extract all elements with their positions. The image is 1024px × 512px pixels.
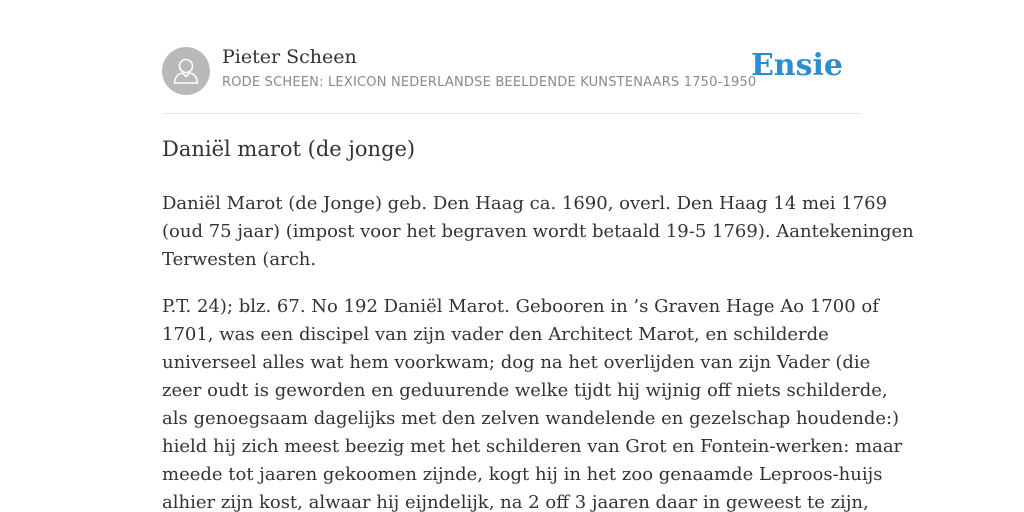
- text-line: 1701, was een discipel van zijn vader den Architect Marot, en schilderde: [162, 324, 829, 345]
- text-line: Terwesten (arch.: [162, 249, 317, 270]
- text-line: hield hij zich meest beezig met het schilderen van Grot en Fontein-werken: maar: [162, 436, 903, 457]
- article-body: [162, 190, 914, 512]
- text-line: universeel alles wat hem voorkwam; dog na het overlijden van zijn Vader (die: [162, 352, 871, 373]
- article-header: [162, 46, 862, 96]
- text-line: (oud 75 jaar) (impost voor het begraven wordt betaald 19-5 1769). Aantekeningen: [162, 221, 914, 242]
- text-line: als genoegsaam dagelijks met den zelven wandelende en gezelschap houdende:): [162, 408, 900, 429]
- ensie-logo[interactable]: Ensie: [750, 48, 843, 83]
- text-line: zeer oudt is geworden en geduurende welke tijdt hij wijnig off niets schilderde,: [162, 380, 888, 401]
- header-divider: [162, 113, 862, 114]
- paragraph: [162, 190, 914, 274]
- user-icon: [162, 47, 210, 95]
- paragraph: [162, 293, 903, 512]
- text-line: P.T. 24); blz. 67. No 192 Daniël Marot. Gebooren in ’s Graven Hage Ao 1700 of: [162, 296, 879, 317]
- text-line: Daniël Marot (de Jonge) geb. Den Haag ca. 1690, overl. Den Haag 14 mei 1769: [162, 193, 888, 214]
- text-line: alhier zijn kost, alwaar hij eijndelijk, na 2 off 3 jaaren daar in geweest te zijn,: [162, 492, 869, 512]
- text-line: meede tot jaaren gekoomen zijnde, kogt hij in het zoo genaamde Leproos-huijs: [162, 464, 883, 485]
- author-name[interactable]: Pieter Scheen: [222, 46, 357, 68]
- source-title[interactable]: RODE SCHEEN: LEXICON NEDERLANDSE BEELDENDE KUNSTENAARS 1750-1950: [222, 75, 757, 90]
- page-title: Daniël marot (de jonge): [162, 137, 416, 161]
- author-avatar[interactable]: [162, 47, 210, 95]
